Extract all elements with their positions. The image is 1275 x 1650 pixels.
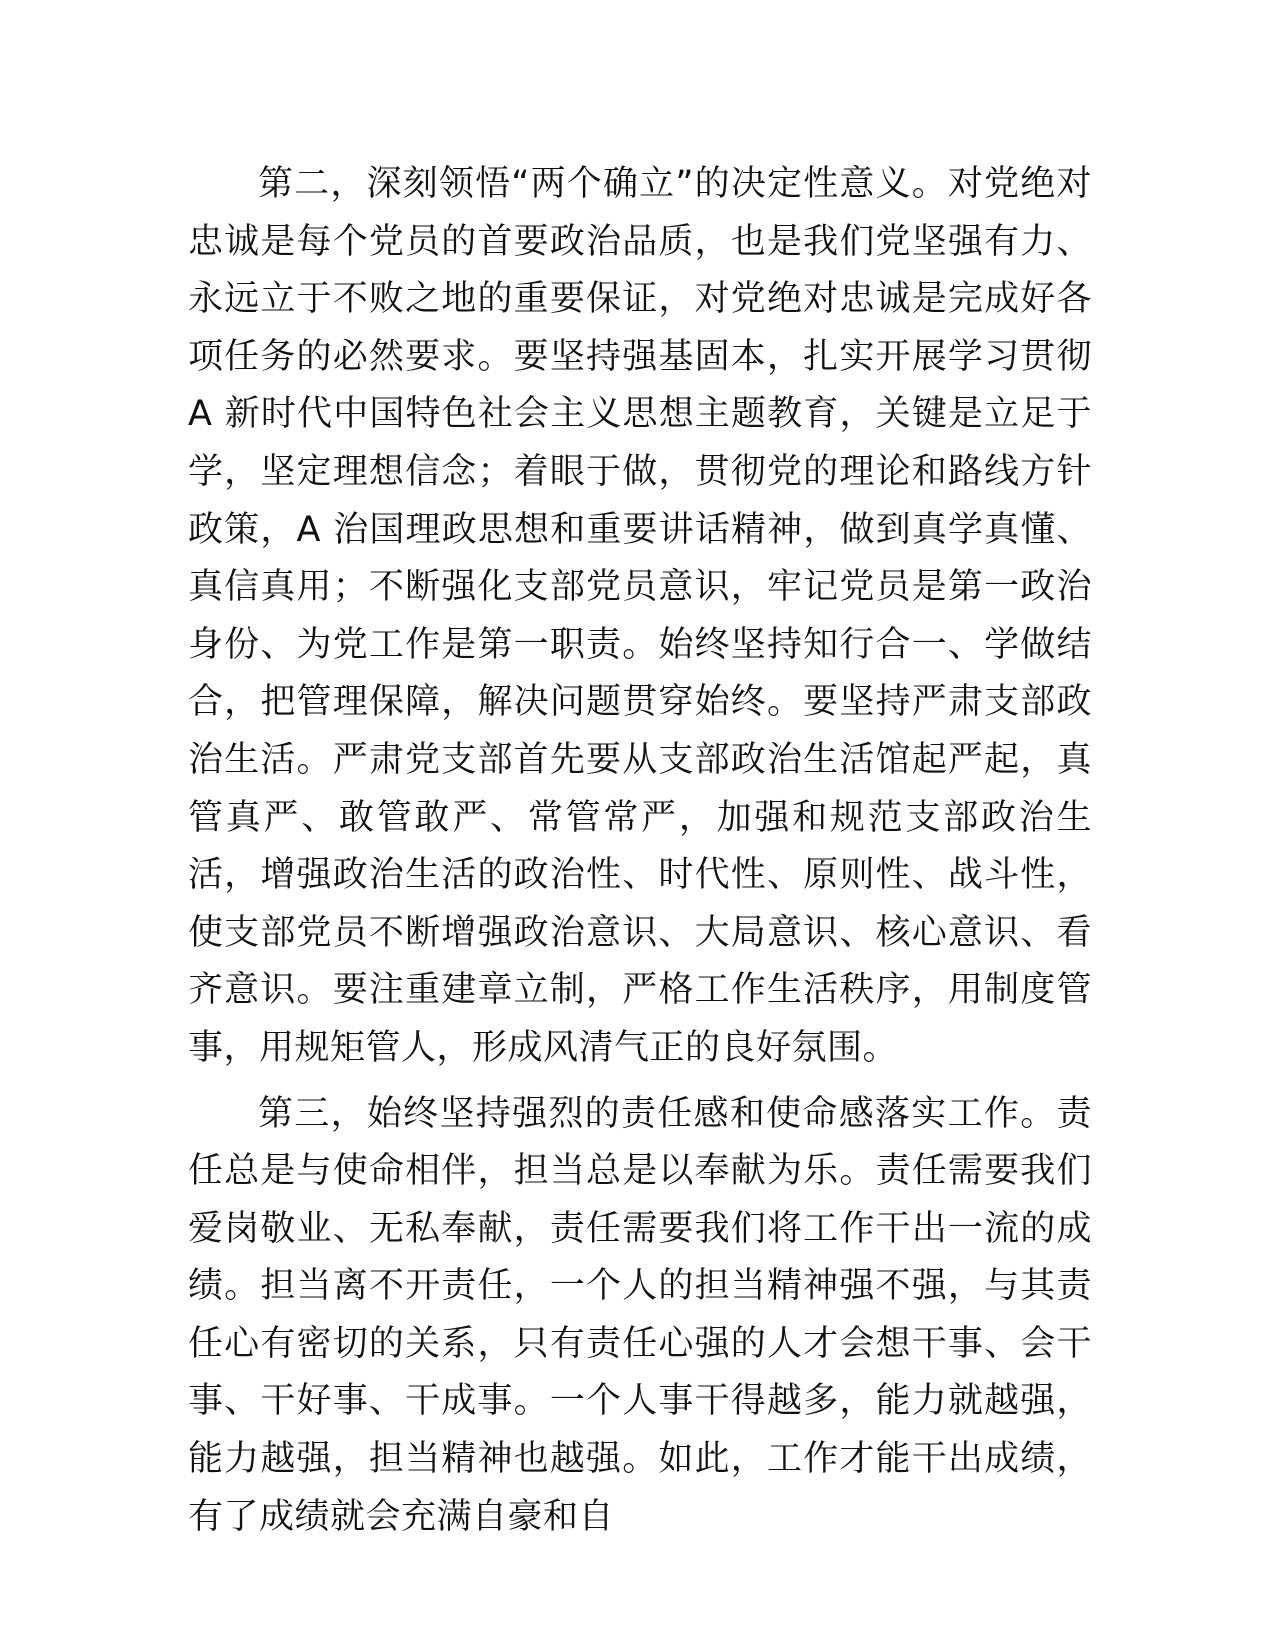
document-body xyxy=(188,156,1092,1554)
paragraph-second: 第二，深刻领悟“两个确立”的决定性意义。对党绝对忠诚是每个党员的首要政治品质，也是我们党坚强有力、永远立于不败之地的重要保证，对党绝对忠诚是完成好各项任务的必然要求。要坚持强基固本，扎实开展学习贯彻 A 新时代中国特色社会主义思想主题教育，关键是立足于学，坚定理想信念；着眼于做，贯彻党的理论和路线方针政策，A 治国理政思想和重要讲话精神，做到真学真懂、真信真用；不断强化支部党员意识，牢记党员是第一政治身份、为党工作是第一职责。始终坚持知行合一、学做结合，把管理保障，解决问题贯穿始终。要坚持严肃支部政治生活。严肃党支部首先要从支部政治生活馆起严起，真管真严、敢管敢严、常管常严，加强和规范支部政治生活，增强政治生活的政治性、时代性、原则性、战斗性，使支部党员不断增强政治意识、大局意识、核心意识、看齐意识。要注重建章立制，严格工作生活秩序，用制度管事，用规矩管人，形成风清气正的良好氛围。 xyxy=(188,164,1092,1068)
paragraph-third: 第三，始终坚持强烈的责任感和使命感落实工作。责任总是与使命相伴，担当总是以奉献为乐。责任需要我们爱岗敬业、无私奉献，责任需要我们将工作干出一流的成绩。担当离不开责任，一个人的担当精神强不强，与其责任心有密切的关系，只有责任心强的人才会想干事、会干事、干好事、干成事。一个人事干得越多，能力就越强，能力越强，担当精神也越强。如此，工作才能干出成绩，有了成绩就会充满自豪和自 xyxy=(188,1093,1092,1537)
